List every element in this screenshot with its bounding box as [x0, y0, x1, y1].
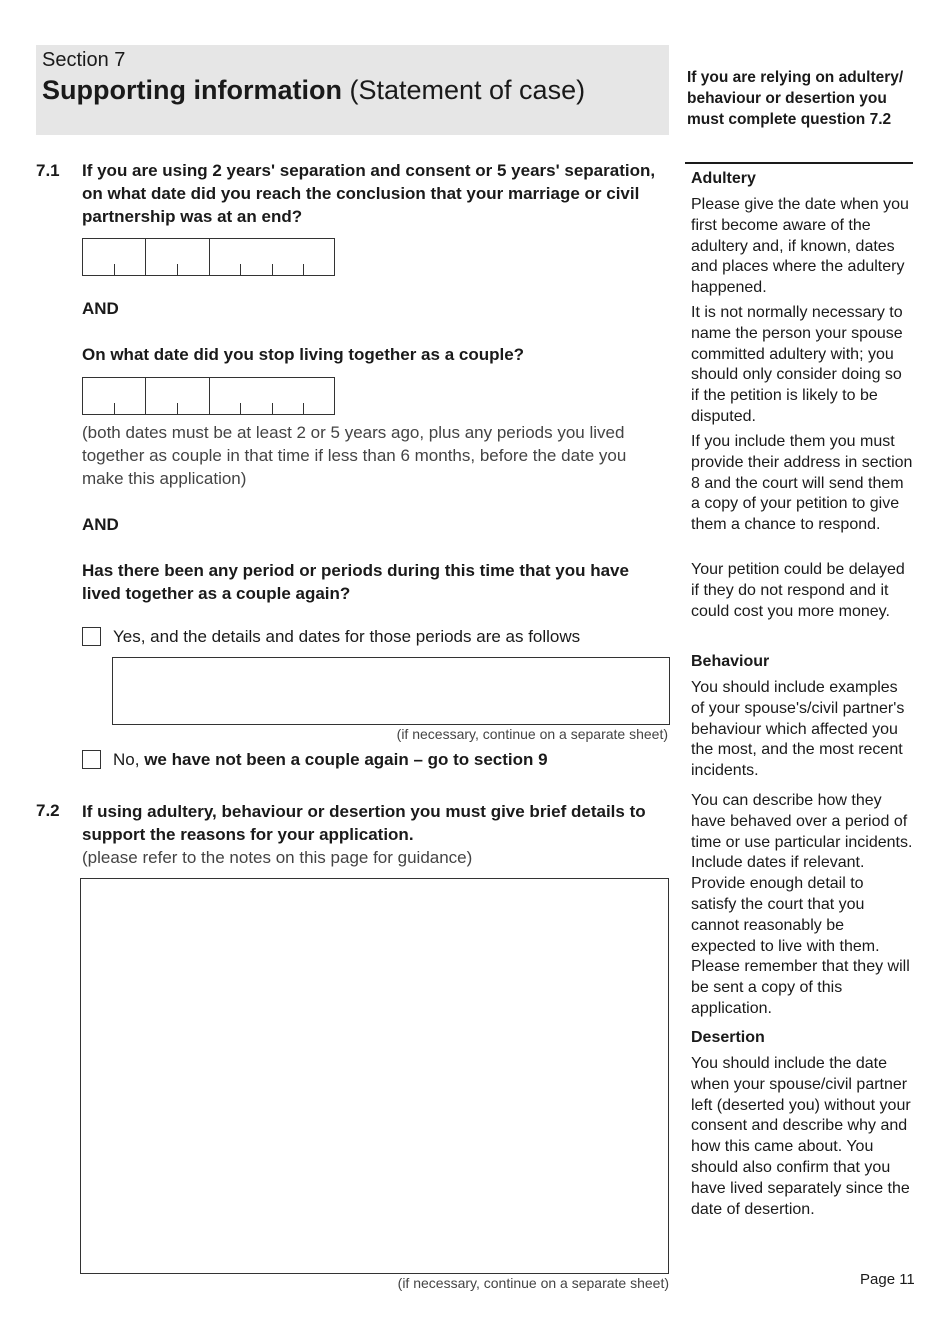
and-label-2: AND: [82, 515, 119, 534]
q72-number: 7.2: [36, 801, 60, 820]
date-input-separation-conclusion[interactable]: [82, 238, 335, 276]
no-option-prefix: No,: [113, 750, 140, 769]
behaviour-para-1: You should include examples of your spouse's/civil partner's behaviour which affected you the most, and the most recent incidents.: [691, 679, 905, 780]
adultery-para-2: It is not normally necessary to name the person your spouse committed adultery with; you should only consider doing so if the petition is likely to be disputed.: [691, 304, 903, 425]
dates-note: (both dates must be at least 2 or 5 years ago, plus any periods you lived together as couple in that time if less than 6 months, before the date you make this application): [82, 423, 627, 488]
q71-question-3: Has there been any period or periods during this time that you have lived together as a couple again?: [82, 561, 629, 603]
periods-details-textarea[interactable]: [112, 657, 670, 725]
adultery-para-4: Your petition could be delayed if they do not respond and it could cost you more money.: [691, 561, 905, 620]
q71-question: If you are using 2 years' separation and consent or 5 years' separation, on what date did you reach the conclusion that your marriage or civil partnership was at an end?: [82, 161, 656, 226]
q71-question-2: On what date did you stop living together as a couple?: [82, 345, 525, 364]
page-title: [42, 75, 585, 106]
no-option-bold: we have not been a couple again – go to section 9: [144, 750, 548, 769]
sidebar-intro: If you are relying on adultery/ behaviour or desertion you must complete question 7.2: [687, 69, 904, 128]
page-number: Page 11: [860, 1271, 915, 1288]
q72-question: If using adultery, behaviour or desertion you must give brief details to support the reasons for your application.: [82, 802, 646, 844]
q71-number: 7.1: [36, 161, 60, 180]
q72-guidance: (please refer to the notes on this page for guidance): [82, 848, 473, 867]
behaviour-heading: Behaviour: [691, 653, 770, 670]
date-input-stop-living-together[interactable]: [82, 377, 335, 415]
section-label: Section 7: [42, 49, 126, 71]
continue-note-1: (if necessary, continue on a separate sheet): [396, 726, 668, 742]
sidebar-divider: [685, 162, 913, 164]
desertion-para-1: You should include the date when your spouse/civil partner left (deserted you) without your consent and describe why and how this came about. You should also confirm that you have lived separately since the date of desertion.: [691, 1055, 911, 1218]
adultery-para-3: If you include them you must provide their address in section 8 and the court will send them a copy of your petition to give them a chance to respond.: [691, 433, 913, 534]
continue-note-2: (if necessary, continue on a separate sheet): [397, 1275, 669, 1291]
no-checkbox[interactable]: [82, 750, 101, 769]
adultery-heading: Adultery: [691, 170, 756, 187]
yes-checkbox[interactable]: [82, 627, 101, 646]
section-header: [36, 45, 669, 135]
title-subtitle: (Statement of case): [349, 75, 586, 105]
reasons-details-textarea[interactable]: [80, 878, 669, 1274]
no-option-label: [113, 748, 548, 771]
yes-option-label: Yes, and the details and dates for those periods are as follows: [113, 627, 581, 646]
title-bold: Supporting information: [42, 75, 342, 105]
and-label-1: AND: [82, 299, 119, 318]
adultery-para-1: Please give the date when you first become aware of the adultery and, if known, dates and places where the adultery happened.: [691, 196, 909, 297]
desertion-heading: Desertion: [691, 1029, 765, 1046]
behaviour-para-2: You can describe how they have behaved over a period of time or use particular incidents. Include dates if relevant. Provide enough detail to satisfy the court that you cannot reasonably be expected to live with them. Please remember that they will be sent a copy of this application.: [691, 792, 913, 1017]
